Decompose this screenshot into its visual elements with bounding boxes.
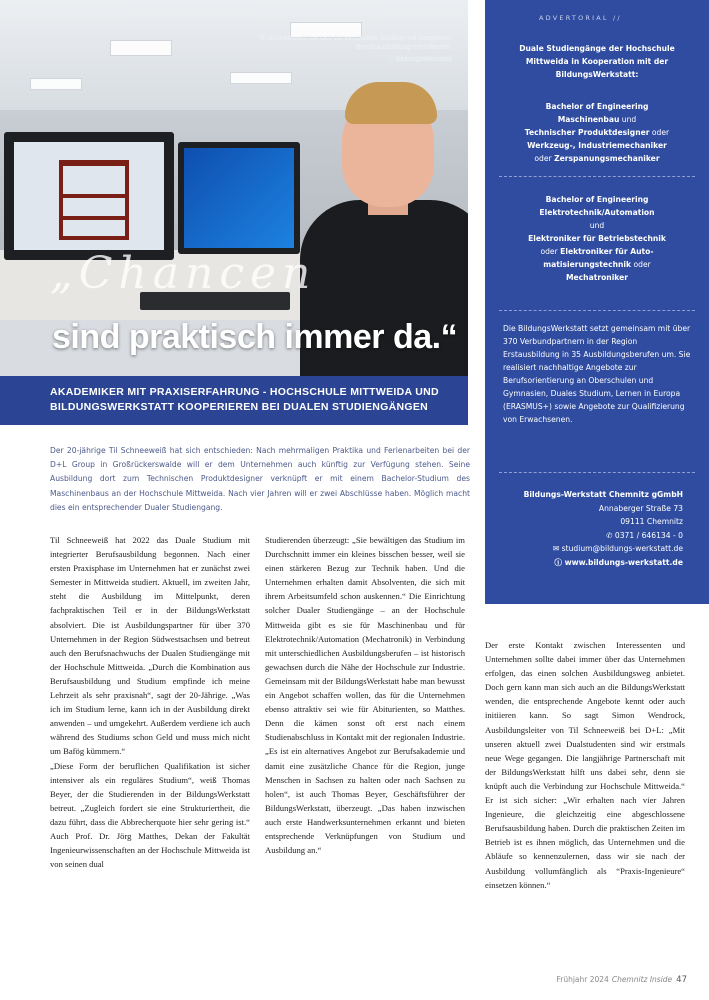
- cart-shelf: [63, 194, 125, 198]
- page-number: 47: [676, 975, 687, 985]
- connector-text: oder: [649, 128, 670, 137]
- cad-cart-model: [59, 160, 129, 240]
- paragraph: Til Schneeweiß hat 2022 das Duale Studium mit integrierter Berufsausbildung begonnen. Nach einer ersten Praxisphase im Unternehmen hat er zunächst zwei Semester in Mittweida studiert. Aktuell, im zweiten Jahr, steht die Ausbildung im Mittelpunkt, deren fachpraktischen Teil er in der BildungsWerkstatt absolviert. Die ist Ausbildungspartner für über 370 Unternehmen in der Region Südwestsachsen und betreut auch den Berufsnachwuchs der Dualen Studiengänge mit der Hochschule Mittweida. „Durch die Kombination aus Berufsausbildung und Studium empfinde ich meine Lehrzeit als sehr praxisnah“, sagt der 20-Jährige. „Was ich im Studium lerne, kann ich in der Ausbildung direkt anwenden – und umgekehrt. Außerdem verdiene ich auch während des Studiums schon Geld und muss mich nicht um Bafög kümmern.“: [50, 535, 250, 757]
- paragraph: Studierenden überzeugt: „Sie bewältigen das Studium im Durchschnitt immer ein kleines bisschen besser, weil sie einen stärkeren Bezug zur Technik haben. Und die Unternehmen erhalten damit Absolventen, die sich mit ihrem Arbeitsumfeld schon auskennen.“ Die Einrichtung solcher Dualer Studiengänge – an der Hochschule Mittweida gibt es sie für Maschinenbau und für Elektrotechnik/Automation (Mechatronik) in Verbindung mit unterschiedlichen Ausbildungsberufen – ist historisch gewachsen durch die Nähe der Hochschule zur Industrie. Gemeinsam mit der BildungsWerkstatt habe man bewusst ein Angebot schaffen wollen, das für die Unternehmen ebenso attraktiv sei wie für Abiturienten, so Matthes. Denn die kämen sonst oft erst nach einem Studienabschluss in Kontakt mit der regionalen Industrie. „Es ist ein alternatives Angebot zur Berufsakademie und damit eine zusätzliche Chance für die Region, junge Menschen in Sachsen zu halten oder nach Sachsen zu holen“, ist auch Thomas Beyer, Geschäftsführer der BildungsWerkstatt, überzeugt. „Das haben inzwischen auch erste Handwerksunternehmen erkannt und bieten entsprechende Verknüpfungen von Studium und Ausbildung an.“: [265, 535, 465, 856]
- article-column-2: [265, 533, 465, 857]
- headline-banner: [0, 376, 468, 425]
- sidebar-title-line: Duale Studiengänge der Hochschule: [519, 44, 675, 53]
- quote-line-1: „Chancen: [50, 248, 317, 299]
- sidebar-paragraph: Die BildungsWerkstatt setzt gemeinsam mit über 370 Verbundpartnern in der Region Erstausbildung in 35 Ausbildungsberufen um. Sie realisiert nachhaltige Angebote zur Berufsorientierung an Oberschulen und Gymnasien, Duales Studium, Lernen in Europa (ERASMUS+) sowie Angebote zur Qualifizierung von Erwachsenen.: [503, 324, 691, 424]
- info-icon: ⓘ: [554, 557, 565, 567]
- cad-screen: [14, 142, 164, 250]
- article-column-3: [485, 638, 685, 892]
- connector-text: oder: [540, 247, 561, 256]
- issue-label: Frühjahr 2024: [556, 975, 609, 984]
- program-trade: Mechatroniker: [565, 273, 629, 282]
- program-trade: matisierungstechnik: [543, 260, 632, 269]
- monitor-left: [4, 132, 174, 260]
- program-mechanical: [485, 100, 709, 165]
- ceiling-light: [30, 78, 82, 90]
- page-footer: [556, 975, 687, 985]
- connector-text: und: [589, 221, 605, 230]
- cart-shelf: [63, 216, 125, 220]
- program-trade: Technischer Produktdesigner: [524, 128, 650, 137]
- advertorial-label: ADVERTORIAL //: [539, 14, 622, 22]
- contact-block: [493, 488, 683, 570]
- headline-text: AKADEMIKER MIT PRAXISERFAHRUNG - HOCHSCHULE MITTWEIDA UND BILDUNGSWERKSTATT KOOPERIEREN BEI DUALEN STUDIENGÄNGEN: [50, 386, 439, 413]
- sidebar-title-line: Mittweida in Kooperation mit der: [525, 57, 669, 66]
- article-column-1: [50, 533, 250, 871]
- sidebar-title-line: BildungsWerkstatt:: [555, 70, 639, 79]
- magazine-name: Chemnitz Inside: [611, 975, 673, 984]
- article-intro: Der 20-jährige Til Schneeweiß hat sich entschieden: Nach mehrmaligen Praktika und Ferienarbeiten bei der D+L Group in Großrückerswalde will er dem Unternehmen auch künftig zur Verfügung stehen. Seine Ausbildung dort zum Technischen Produktdesigner verknüpft er mit einem Bachelor-Studium des Maschinenbaus an der Hochschule Mittweida. Nach vier Jahren will er zwei Abschlüsse haben. Möglich macht dies ein entsprechender Dualer Studiengang.: [50, 446, 470, 512]
- sidebar-divider: [499, 472, 695, 473]
- connector-text: oder: [631, 260, 651, 269]
- quote-line-2: sind praktisch immer da.“: [52, 318, 458, 356]
- caption-text: Til Schneeweiß hat sich für ein Duales Studium mit integrierter Berufsausbildung entschieden.: [258, 35, 452, 52]
- person-hair: [345, 82, 437, 124]
- connector-text: oder: [534, 154, 555, 163]
- sidebar-title: [485, 42, 709, 81]
- program-subject: Elektrotechnik/Automation: [539, 208, 655, 217]
- monitor-right: [178, 142, 300, 254]
- photo-caption: [252, 34, 452, 64]
- paragraph: Der erste Kontakt zwischen Interessenten und Unternehmen sollte dabei immer über das Unternehmen erfolgen, das einen solchen Ausbildungsweg anbietet. Doch gern kann man sich auch an die BildungsWerkstatt wenden, die entsprechende Angebote kennt oder auch initiieren kann. So sagt Simon Wendrock, Ausbildungsleiter von Til Schneeweiß bei D+L: „Mit unseren aktuell zwei Dualstudenten sind wir erstmals neue Wege gegangen. Die langjährige Partnerschaft mit der BildungsWerkstatt hilft uns dabei sehr, denn sie knüpft auch die Verbindung zur Hochschule Mittweida.“ Er ist sich sicher: „Wir erhalten nach vier Jahren Ingenieure, die gleichzeitig eine abgeschlossene Berufsausbildung haben. Durch die praktischen Zeiten im Betrieb ist es ihnen möglich, das Unternehmen und die Abläufe so kennenzulernen, dass wir sie nach der Ausbildung vollumfänglich als “Praxis-Ingenieure“ einsetzen können.“: [485, 640, 685, 890]
- program-subject: Maschinenbau: [557, 115, 620, 124]
- sidebar-divider: [499, 310, 695, 311]
- photo-credit: ⓘ BildungsWerkstatt: [386, 55, 452, 63]
- contact-phone: 0371 / 646134 - 0: [614, 530, 683, 540]
- connector-text: und: [619, 115, 637, 124]
- contact-name: Bildungs-Werkstatt Chemnitz gGmbH: [523, 490, 683, 499]
- ceiling-light: [230, 72, 292, 84]
- desktop-screen: [184, 148, 294, 248]
- program-trade: Elektroniker für Auto-: [560, 247, 654, 256]
- program-degree: Bachelor of Engineering: [545, 195, 649, 204]
- program-trade: Elektroniker für Betriebstechnik: [528, 234, 666, 243]
- contact-web[interactable]: www.bildungs-werkstatt.de: [564, 557, 683, 567]
- paragraph: „Diese Form der beruflichen Qualifikation ist sicher intensiver als ein reguläres Studium“, weiß Thomas Beyer, der die Studierenden in der BildungsWerkstatt betreut. „Zugleich fordert sie eine Strukturiertheit, die dazu führt, dass die Abbrecherquote hier sehr gering ist.“ Auch Prof. Dr. Jörg Matthes, Dekan der Fakultät Ingenieurwissenschaften an der Hochschule Mittweida ist von seinen dual: [50, 760, 250, 870]
- contact-city: 09111 Chemnitz: [620, 517, 683, 527]
- contact-street: Annaberger Straße 73: [598, 503, 683, 513]
- hero-photo: [0, 0, 468, 425]
- program-trade: Zerspanungsmechaniker: [554, 154, 660, 163]
- program-electrical: [485, 193, 709, 284]
- contact-email[interactable]: studium@bildungs-werkstatt.de: [561, 544, 683, 554]
- sidebar-divider: [499, 176, 695, 177]
- program-degree: Bachelor of Engineering: [545, 102, 649, 111]
- program-trade: Werkzeug-, Industriemechaniker: [527, 141, 667, 150]
- advertorial-sidebar: [485, 0, 709, 604]
- phone-icon: ✆: [606, 530, 615, 540]
- mail-icon: ✉: [552, 544, 562, 554]
- credit-text: BildungsWerkstatt: [395, 55, 452, 63]
- ceiling-light: [110, 40, 172, 56]
